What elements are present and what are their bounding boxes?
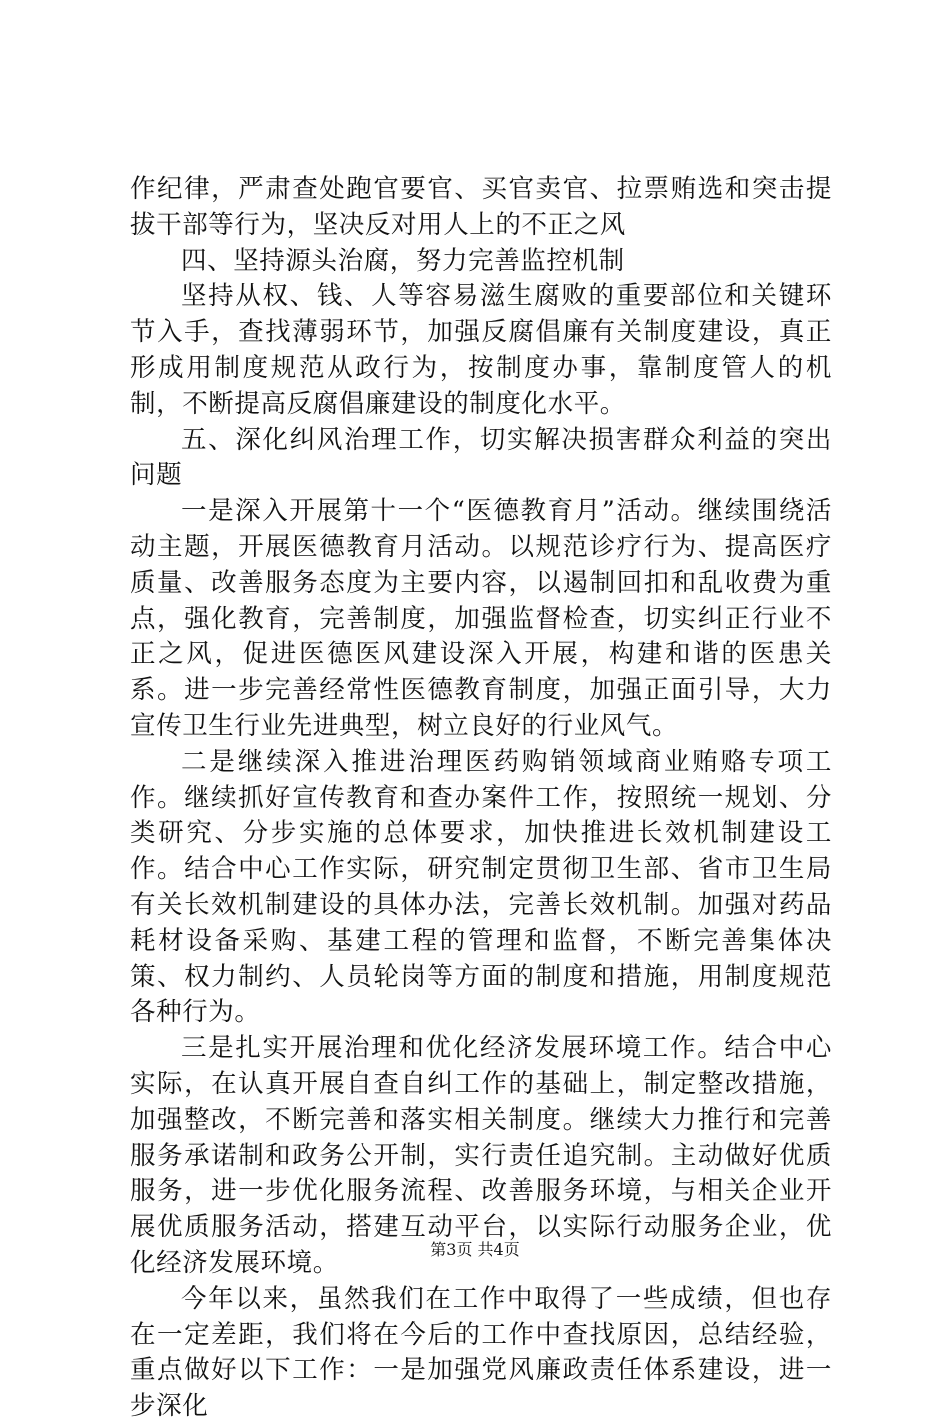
paragraph-summary: 今年以来，虽然我们在工作中取得了一些成绩，但也存在一定差距，我们将在今后的工作中查找原因，总结经验，重点做好以下工作：一是加强党风廉政责任体系建设，进一步深化 — [130, 1283, 832, 1422]
document-body — [130, 172, 832, 1425]
section-heading-5: 五、深化纠风治理工作，切实解决损害群众利益的突出问题 — [130, 424, 832, 491]
paragraph-commercial-bribery: 二是继续深入推进治理医药购销领域商业贿赂专项工作。继续抓好宣传教育和查办案件工作，按照统一规划、分类研究、分步实施的总体要求，加快推进长效机制建设工作。结合中心工作实际，研究制定贯彻卫生部、省市卫生局有关长效机制建设的具体办法，完善长效机制。加强对药品耗材设备采购、基建工程的管理和监督，不断完善集体决策、权力制约、人员轮岗等方面的制度和措施，用制度规范各种行为。 — [130, 746, 832, 1028]
section-heading-4: 四、坚持源头治腐，努力完善监控机制 — [181, 245, 625, 276]
paragraph-medical-ethics-month: 一是深入开展第十一个“医德教育月”活动。继续围绕活动主题，开展医德教育月活动。以规范诊疗行为、提高医疗质量、改善服务态度为主要内容，以遏制回扣和乱收费为重点，强化教育，完善制度，加强监督检查，切实纠正行业不正之风，促进医德医风建设深入开展，构建和谐的医患关系。进一步完善经常性医德教育制度，加强正面引导，大力宣传卫生行业先进典型，树立良好的行业风气。 — [130, 496, 832, 741]
paragraph-economic-environment: 三是扎实开展治理和优化经济发展环境工作。结合中心实际，在认真开展自查自纠工作的基础上，制定整改措施，加强整改，不断完善和落实相关制度。继续大力推行和完善服务承诺制和政务公开制，实行责任追究制。主动做好优质服务，进一步优化服务流程、改善服务环境，与相关企业开展优质服务活动，搭建互动平台，以实际行动服务企业，优化经济发展环境。 — [130, 1033, 832, 1278]
paragraph-continuation: 作纪律，严肃查处跑官要官、买官卖官、拉票贿选和突击提拔干部等行为，坚决反对用人上的不正之风 — [130, 174, 832, 240]
paragraph-source-governance: 坚持从权、钱、人等容易滋生腐败的重要部位和关键环节入手，查找薄弱环节，加强反腐倡廉有关制度建设，真正形成用制度规范从政行为，按制度办事，靠制度管人的机制，不断提高反腐倡廉建设的制度化水平。 — [130, 281, 832, 419]
page-number-footer: 第3页 共4页 — [430, 1240, 520, 1259]
